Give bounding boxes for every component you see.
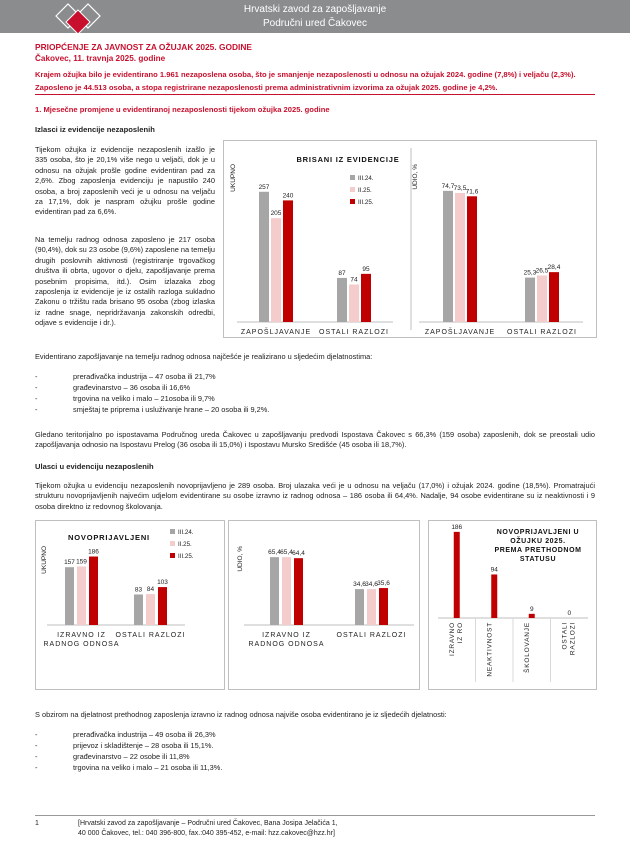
section-heading: 1. Mjesečne promjene u evidentiranoj nezaposlenosti tijekom ožujka 2025. godine: [35, 105, 330, 114]
bar: [529, 614, 535, 618]
category-label: OSTALI RAZLOZI: [507, 329, 577, 336]
category-label: OSTALI RAZLOZI: [115, 632, 186, 639]
chart-title: BRISANI IZ EVIDENCIJE: [296, 155, 400, 164]
para-territorial: Gledano teritorijalno po ispostavama Područnog ureda Čakovec u zapošljavanju predvodi Ispostava Čakovec s 66,3% (159 osoba) zaposlenih, dok se preostali udio zapošljavanja odnosio na Ispostavu Prelog (36 osoba ili 15,0%) i Ispostavu Mursko Središće (45 osoba ili 18,7%).: [35, 430, 595, 450]
data-label: 65,4: [268, 549, 281, 557]
list-item: građevinarstvo – 36 osoba ili 16,6%: [73, 383, 191, 392]
data-label: 25,3: [523, 269, 537, 277]
data-label: 74: [350, 276, 358, 284]
bar: [443, 191, 453, 322]
category-label: OSTALI RAZLOZI: [319, 329, 389, 336]
category-label: OSTALI: [561, 622, 569, 650]
footer-address: [Hrvatski zavod za zapošljavanje – Područni ured Čakovec, Bana Josipa Jelačića 1,: [78, 820, 338, 827]
data-label: 186: [88, 548, 99, 556]
list-dash: -: [35, 372, 38, 381]
category-label: IZ RO: [456, 622, 464, 644]
data-label: 186: [451, 523, 463, 531]
bar: [77, 566, 86, 625]
data-label: 73,5: [453, 184, 467, 192]
list-item: trgovina na veliko i malo – 21osoba ili 9,7%: [73, 394, 215, 403]
bar: [134, 594, 143, 625]
y-axis-label: UDIO, %: [412, 164, 419, 190]
list-item: prerađivačka industrija – 47 osoba ili 21,7%: [73, 372, 216, 381]
legend-label: III.25.: [178, 553, 194, 560]
footer-contact: 40 000 Čakovec, tel.: 040 396-800, fax.:040 395-452, e-mail: hzz.cakovec@hzz.hr]: [78, 830, 335, 837]
bar: [491, 574, 497, 618]
legend-swatch: [170, 529, 175, 534]
list-dash: -: [35, 730, 38, 739]
list-dash: -: [35, 741, 38, 750]
chart-exits-svg: [223, 140, 595, 336]
bar: [525, 278, 535, 322]
category-label: RADNOG ODNOSA: [43, 641, 120, 648]
data-label: 0: [567, 610, 572, 617]
data-label: 205: [270, 210, 282, 218]
bar: [146, 594, 155, 625]
para-entries: Tijekom ožujka u evidenciju nezaposlenih novoprijavljeno je 289 osoba. Broj ulazaka veći je u odnosu na veljaču (17,0%) i ožujak 2024. godine (18,5%). Promatrajući strukturu novoprijavljenih najvećim udjelom evidentirane su osobe izravno iz radnog odnosa – 186 osoba ili 64,4%. Nadalje, 94 osobe evidentirane su iz neaktivnosti i 9 osoba direktno iz redovnog školovanja.: [35, 481, 595, 511]
summary-employed: Zaposleno je 44.513 osoba, a stopa registrirane nezaposlenosti prema administrativnim izvorima za ožujak 2025. godine je 4,2%.: [35, 83, 498, 92]
list-item: trgovina na veliko i malo – 21 osoba ili 11,3%.: [73, 763, 223, 772]
list-item: smještaj te priprema i usluživanje hrane – 20 osoba ili 9,2%.: [73, 405, 270, 414]
legend-swatch: [350, 175, 355, 180]
data-label: 65,4: [280, 549, 293, 557]
list-dash: -: [35, 405, 38, 414]
chart-status-svg: [428, 520, 595, 688]
legend-swatch: [170, 541, 175, 546]
category-label: RAZLOZI: [569, 622, 577, 656]
list-sectors-prev: [35, 730, 595, 774]
legend-label: III.24.: [358, 175, 374, 182]
bar: [355, 589, 364, 625]
chart-new-svg: [35, 520, 223, 688]
chart-title: PREMA PRETHODNOM: [494, 547, 582, 554]
y-axis-label: UKUPNO: [41, 546, 48, 574]
subheading-exits: Izlasci iz evidencije nezaposlenih: [35, 125, 155, 134]
legend-label: II.25.: [358, 187, 372, 194]
data-label: 64,4: [292, 550, 305, 558]
list-sectors-employment: [35, 372, 595, 416]
footer-divider: [35, 815, 595, 816]
data-label: 159: [76, 558, 87, 566]
y-axis-label: UDIO, %: [237, 546, 244, 572]
bar: [158, 587, 167, 625]
data-label: 103: [157, 579, 168, 587]
list-item: prijevoz i skladištenje – 28 osoba ili 15,1%.: [73, 741, 214, 750]
bar: [65, 567, 74, 625]
subheading-entries: Ulasci u evidenciju nezaposlenih: [35, 462, 154, 471]
data-label: 240: [282, 192, 294, 200]
list-item: građevinarstvo – 22 osobe ili 11,8%: [73, 752, 190, 761]
data-label: 83: [134, 586, 143, 594]
category-label: ZAPOŠLJAVANJE: [240, 329, 312, 336]
para-exits: Tijekom ožujka iz evidencije nezaposlenih izašlo je 335 osoba, što je 20,1% više nego u veljači, dok je u odnosu na ožujak prošle godine evidentiran pad za 2,6%. Zbog zaposlenja evidenciju je napustilo 240 osoba, a broj zaposlenih veći je u odnosu na veljaču za 17,1%, dok je naspram ožujku prošle godine evidentiran pad za 6,6%.: [35, 145, 215, 217]
data-label: 9: [529, 605, 534, 613]
list-dash: -: [35, 383, 38, 392]
bar: [349, 285, 359, 322]
y-axis-label: UKUPNO: [230, 164, 237, 192]
bar: [259, 192, 269, 322]
summary-unemployed: Krajem ožujka bilo je evidentirano 1.961 nezaposlena osoba, što je smanjenje nezaposlenosti u odnosu na ožujak 2024. godine (7,8%) i veljaču (2,3%).: [35, 70, 576, 79]
bar: [467, 196, 477, 322]
bar: [294, 558, 303, 625]
bar: [271, 218, 281, 322]
data-label: 94: [490, 566, 498, 574]
chart-title: OŽUJKU 2025.: [510, 538, 566, 545]
data-label: 257: [258, 183, 270, 191]
data-label: 28,4: [547, 264, 561, 272]
para-prev-sectors-intro: S obzirom na djelatnost prethodnog zaposlenja izravno iz radnog odnosa najviše osoba evidentirano je iz sljedećih djelatnosti:: [35, 710, 447, 719]
header-org: Hrvatski zavod za zapošljavanje: [243, 4, 387, 15]
data-label: 157: [64, 559, 75, 567]
bar: [549, 272, 559, 322]
bar: [454, 532, 460, 618]
category-label: ŠKOLOVANJE: [523, 622, 531, 673]
bar: [89, 557, 98, 625]
legend-label: III.25.: [358, 199, 374, 206]
category-label: ZAPOŠLJAVANJE: [424, 329, 496, 336]
category-label: NEAKTIVNOST: [486, 622, 494, 677]
data-label: 34,6: [365, 581, 378, 589]
page-title: PRIOPĆENJE ZA JAVNOST ZA OŽUJAK 2025. GODINE: [35, 42, 253, 52]
list-dash: -: [35, 763, 38, 772]
data-label: 35,6: [377, 580, 390, 588]
dateline: Čakovec, 11. travnja 2025. godine: [35, 54, 166, 63]
data-label: 87: [338, 269, 346, 277]
chart-title: NOVOPRIJAVLJENI: [68, 533, 150, 542]
page-number: 1: [35, 820, 39, 827]
bar: [455, 193, 465, 322]
legend-swatch: [350, 187, 355, 192]
data-label: 95: [362, 265, 370, 273]
category-label: IZRAVNO: [448, 622, 456, 657]
para-sectors-intro: Evidentirano zapošljavanje na temelju radnog odnosa najčešće je realizirano u sljedećim djelatnostima:: [35, 352, 373, 361]
data-label: 71,6: [465, 188, 479, 196]
bar: [537, 275, 547, 322]
category-label: OSTALI RAZLOZI: [336, 632, 407, 639]
data-label: 84: [146, 586, 155, 594]
chart-title: STATUSU: [519, 556, 557, 563]
bar: [367, 589, 376, 625]
header-bar: [0, 0, 630, 33]
chart-title: NOVOPRIJAVLJENI U: [496, 529, 580, 536]
chart-new-share-svg: [228, 520, 418, 688]
legend-label: II.25.: [178, 541, 192, 548]
bar: [283, 200, 293, 322]
category-label: IZRAVNO IZ: [262, 632, 311, 639]
data-label: 34,6: [353, 581, 366, 589]
list-item: prerađivačka industrija – 49 osoba ili 26,3%: [73, 730, 216, 739]
bar: [270, 557, 279, 625]
data-label: 26,5: [535, 267, 549, 275]
bar: [361, 274, 371, 322]
category-label: IZRAVNO IZ: [57, 632, 106, 639]
legend-swatch: [350, 199, 355, 204]
title-divider: [35, 94, 595, 95]
bar: [337, 278, 347, 322]
legend-label: III.24.: [178, 529, 194, 536]
list-dash: -: [35, 394, 38, 403]
list-dash: -: [35, 752, 38, 761]
legend-swatch: [170, 553, 175, 558]
category-label: RADNOG ODNOSA: [248, 641, 325, 648]
header-office: Područni ured Čakovec: [263, 18, 367, 29]
bar: [379, 588, 388, 625]
bar: [282, 557, 291, 625]
data-label: 74,7: [441, 182, 455, 190]
para-employment-basis: Na temelju radnog odnosa zaposleno je 217 osoba (90,4%), dok su 23 osobe (9,6%) zaposlene na temelju drugih poslovnih aktivnosti (registriranje trgovačkog društva ili obrta, ugovor o djelu, zapošljavanje prema posebnim propisima, itd.). Osim izlazaka zbog zaposlenja iz evidencije je iz ostalih razloga sukladno Zakonu o tržištu rada brisano 95 osoba (zbog izlaska iz radne snage, nepridržavanja zakonskih odredbi, odjave s evidencije i dr.).: [35, 235, 215, 328]
